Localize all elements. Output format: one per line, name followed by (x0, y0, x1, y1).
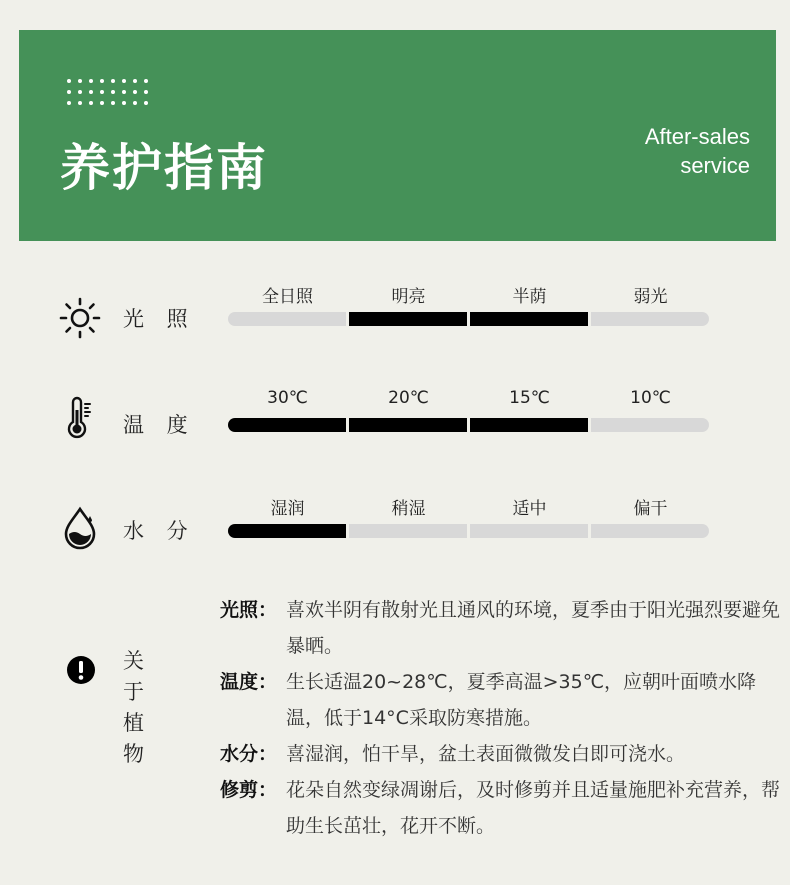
note-key: 修剪： (220, 779, 278, 801)
level-label: 10℃ (630, 388, 671, 408)
note-key: 光照： (220, 599, 278, 621)
level-segment (470, 524, 588, 538)
level-segment (228, 524, 346, 538)
level-label: 30℃ (267, 388, 308, 408)
level-label: 偏干 (633, 499, 668, 519)
note-item (220, 592, 780, 664)
level-label: 适中 (512, 499, 547, 519)
level-label: 全日照 (262, 287, 313, 307)
row-label: 温 度 (123, 413, 196, 437)
level-label: 20℃ (388, 388, 429, 408)
level-segment (470, 312, 588, 326)
care-row-water (0, 494, 790, 574)
level-segment (228, 418, 346, 432)
info-exclamation-icon (66, 655, 96, 685)
care-notes (220, 592, 780, 844)
page-subtitle (645, 122, 750, 180)
level-segment (470, 418, 588, 432)
level-segment (349, 524, 467, 538)
subtitle-line-1: After-sales (644, 124, 750, 149)
water-drop-icon (58, 506, 102, 550)
note-key: 水分： (220, 743, 278, 765)
level-label: 明亮 (391, 287, 426, 307)
care-row-light (0, 282, 790, 362)
level-label: 湿润 (270, 499, 305, 519)
level-label: 半荫 (512, 287, 547, 307)
page-title: 养护指南 (60, 139, 268, 197)
note-text: 花朵自然变绿凋谢后，及时修剪并且适量施肥补充营养，帮助生长茁壮，花开不断。 (286, 779, 781, 837)
about-label-line-1: 关 于 (123, 649, 152, 704)
about-label-line-2: 植 物 (123, 711, 152, 766)
note-item (220, 664, 780, 736)
level-label: 15℃ (509, 388, 550, 408)
level-segment (591, 312, 709, 326)
note-item (220, 736, 780, 772)
note-item (220, 772, 780, 844)
note-text: 喜欢半阴有散射光且通风的环境，夏季由于阳光强烈要避免暴晒。 (286, 599, 781, 657)
note-text: 生长适温20~28℃，夏季高温>35℃，应朝叶面喷水降温，低于14°C采取防寒措施。 (286, 671, 757, 729)
care-row-temperature (0, 388, 790, 468)
subtitle-line-2: service (680, 153, 750, 178)
thermometer-icon (58, 396, 102, 440)
note-text: 喜湿润，怕干旱，盆土表面微微发白即可浇水。 (286, 743, 686, 765)
level-segment (591, 524, 709, 538)
sun-icon (58, 296, 102, 340)
level-label: 稍湿 (391, 499, 426, 519)
row-label: 光 照 (123, 307, 196, 331)
dot-grid-decoration (67, 79, 148, 105)
note-key: 温度： (220, 671, 278, 693)
row-label: 水 分 (123, 519, 196, 543)
level-segment (349, 418, 467, 432)
level-segment (591, 418, 709, 432)
level-segment (349, 312, 467, 326)
header-banner (19, 30, 776, 241)
level-label: 弱光 (633, 287, 668, 307)
about-plant-label (123, 646, 183, 770)
level-segment (228, 312, 346, 326)
